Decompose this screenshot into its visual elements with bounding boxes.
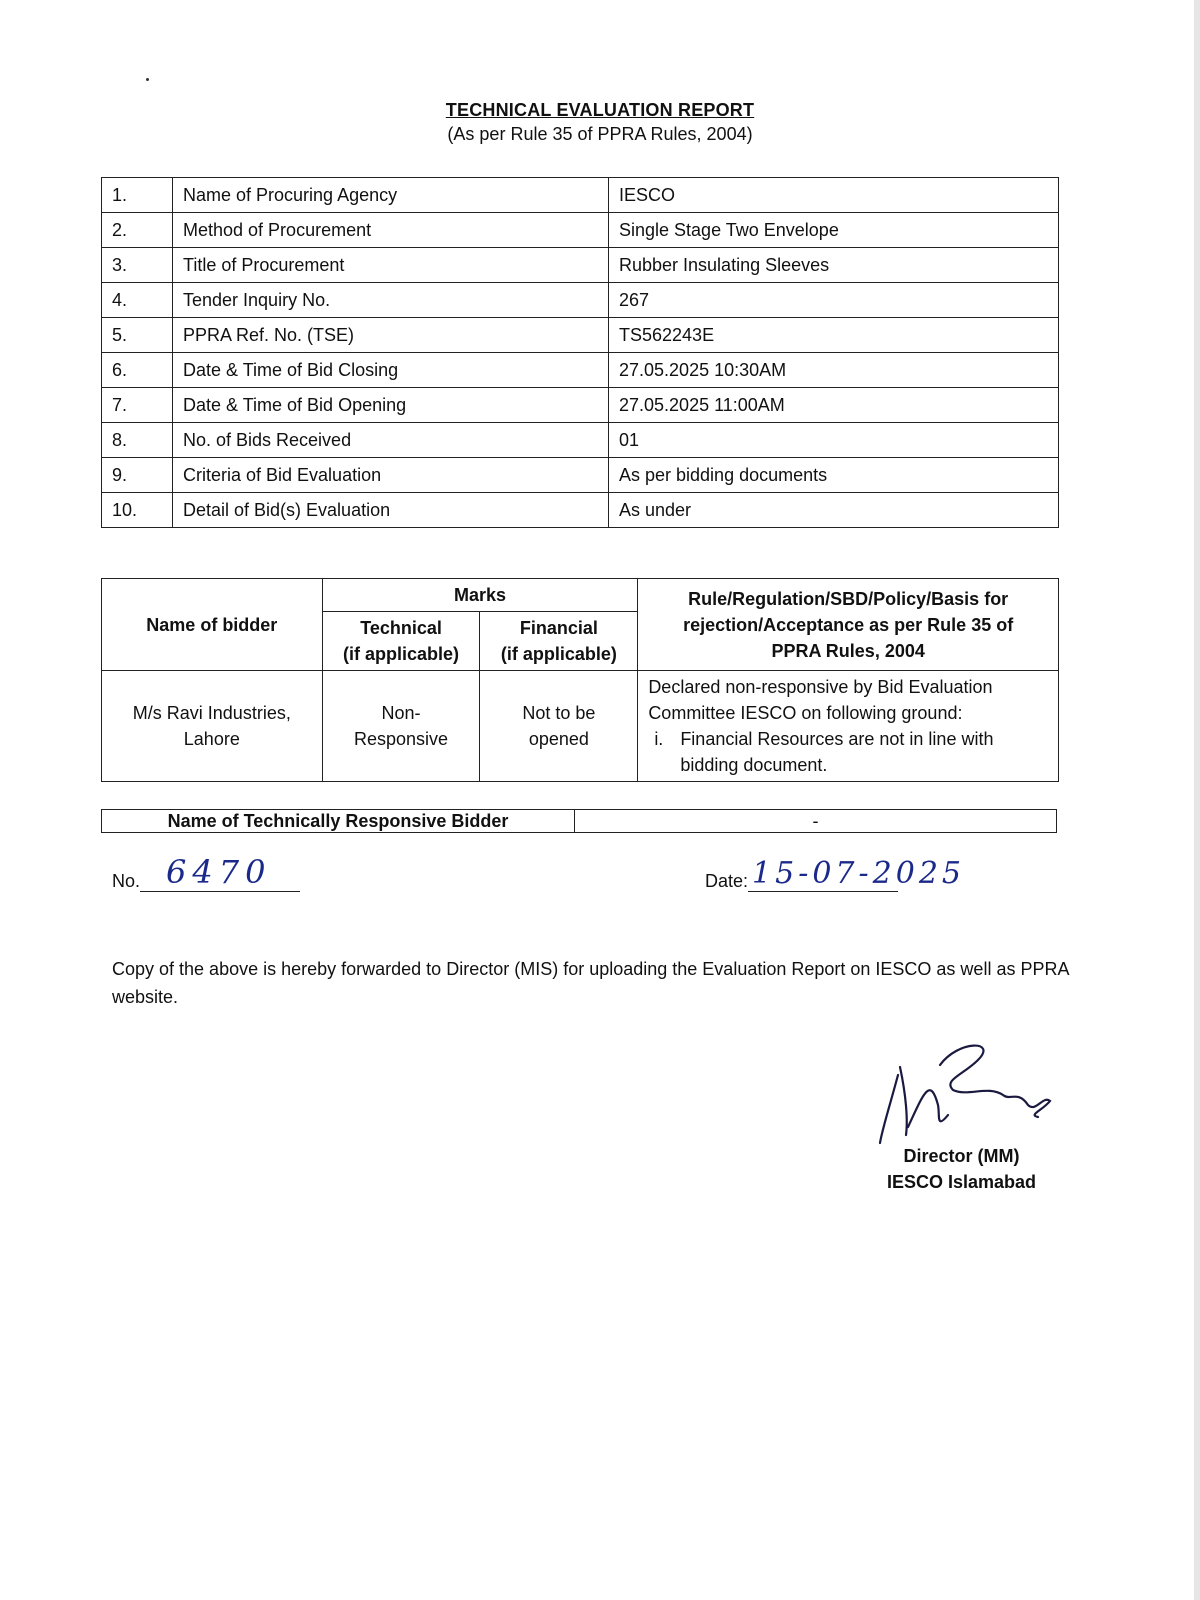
table-row [102, 213, 1059, 248]
bid-evaluation-table [101, 578, 1059, 782]
bidder-name-cell: M/s Ravi Industries, Lahore [102, 671, 323, 782]
row-value-cell: 01 [609, 423, 1059, 458]
responsive-bidder-value: - [575, 810, 1057, 833]
row-number-cell: 9. [102, 458, 173, 493]
table-row [102, 248, 1059, 283]
row-value-cell: Rubber Insulating Sleeves [609, 248, 1059, 283]
table-row [102, 493, 1059, 528]
reference-number [112, 855, 300, 892]
financial-marks-cell: Not to be opened [480, 671, 638, 782]
table-row [102, 458, 1059, 493]
report-title: TECHNICAL EVALUATION REPORT [445, 100, 755, 120]
row-label-cell: Tender Inquiry No. [173, 283, 609, 318]
row-value-cell: 27.05.2025 10:30AM [609, 353, 1059, 388]
row-number-cell: 10. [102, 493, 173, 528]
row-label-cell: Detail of Bid(s) Evaluation [173, 493, 609, 528]
table-row [102, 388, 1059, 423]
scan-speck [146, 78, 149, 81]
row-label-cell: Date & Time of Bid Opening [173, 388, 609, 423]
table-row [102, 353, 1059, 388]
basis-header-line: PPRA Rules, 2004 [771, 640, 925, 661]
row-value-cell: IESCO [609, 178, 1059, 213]
row-number-cell: 5. [102, 318, 173, 353]
technical-column-header: Technical (if applicable) [322, 612, 480, 671]
row-label-cell: Criteria of Bid Evaluation [173, 458, 609, 493]
row-label-cell: PPRA Ref. No. (TSE) [173, 318, 609, 353]
row-number-cell: 2. [102, 213, 173, 248]
responsive-bidder-table [101, 809, 1057, 833]
row-number-cell: 3. [102, 248, 173, 283]
basis-cell: Declared non-responsive by Bid Evaluation Committee IESCO on following ground: i. Financial Resources are not in line with bidding document. [638, 671, 1059, 782]
report-header [0, 100, 1200, 145]
row-value-cell: As under [609, 493, 1059, 528]
row-label-cell: Method of Procurement [173, 213, 609, 248]
handwritten-date: 15-07-2025 [752, 856, 965, 891]
responsive-bidder-label: Name of Technically Responsive Bidder [102, 810, 575, 833]
signature-image [878, 1035, 1078, 1155]
table-row [102, 178, 1059, 213]
reference-date-label: Date: [705, 871, 749, 891]
basis-header-line: rejection/Acceptance as per Rule 35 of [683, 614, 1014, 635]
scan-edge [1194, 0, 1200, 1600]
row-number-cell: 1. [102, 178, 173, 213]
row-value-cell: TS562243E [609, 318, 1059, 353]
handwritten-reference-number: 6470 [166, 853, 272, 891]
row-value-cell: Single Stage Two Envelope [609, 213, 1059, 248]
row-number-cell: 8. [102, 423, 173, 458]
row-value-cell: 27.05.2025 11:00AM [609, 388, 1059, 423]
row-label-cell: No. of Bids Received [173, 423, 609, 458]
basis-list-item: i. Financial Resources are not in line with bidding document. [654, 729, 994, 775]
reference-date [705, 855, 965, 892]
signatory-title: Director (MM) [903, 1146, 1020, 1166]
procurement-info-table [101, 177, 1059, 528]
report-subtitle: (As per Rule 35 of PPRA Rules, 2004) [447, 124, 753, 144]
reference-number-label: No. [112, 871, 141, 891]
table-row [102, 318, 1059, 353]
copy-forward-note: Copy of the above is hereby forwarded to Director (MIS) for uploading the Evaluation Report on IESCO as well as PPRA website. [112, 959, 1069, 1007]
row-number-cell: 6. [102, 353, 173, 388]
row-value-cell: 267 [609, 283, 1059, 318]
signatory-office: IESCO Islamabad [887, 1172, 1037, 1192]
row-value-cell: As per bidding documents [609, 458, 1059, 493]
marks-column-header: Marks [322, 579, 638, 612]
basis-column-header [638, 579, 1059, 671]
row-number-cell: 4. [102, 283, 173, 318]
table-row [102, 283, 1059, 318]
basis-header-line: Rule/Regulation/SBD/Policy/Basis for [688, 588, 1009, 609]
financial-column-header: Financial (if applicable) [480, 612, 638, 671]
row-label-cell: Title of Procurement [173, 248, 609, 283]
technical-marks-cell: Non- Responsive [322, 671, 480, 782]
table-row [102, 423, 1059, 458]
row-label-cell: Date & Time of Bid Closing [173, 353, 609, 388]
table-row [102, 671, 1059, 782]
row-number-cell: 7. [102, 388, 173, 423]
row-label-cell: Name of Procuring Agency [173, 178, 609, 213]
bidder-column-header: Name of bidder [102, 579, 323, 671]
signatory-block [887, 1143, 1036, 1195]
